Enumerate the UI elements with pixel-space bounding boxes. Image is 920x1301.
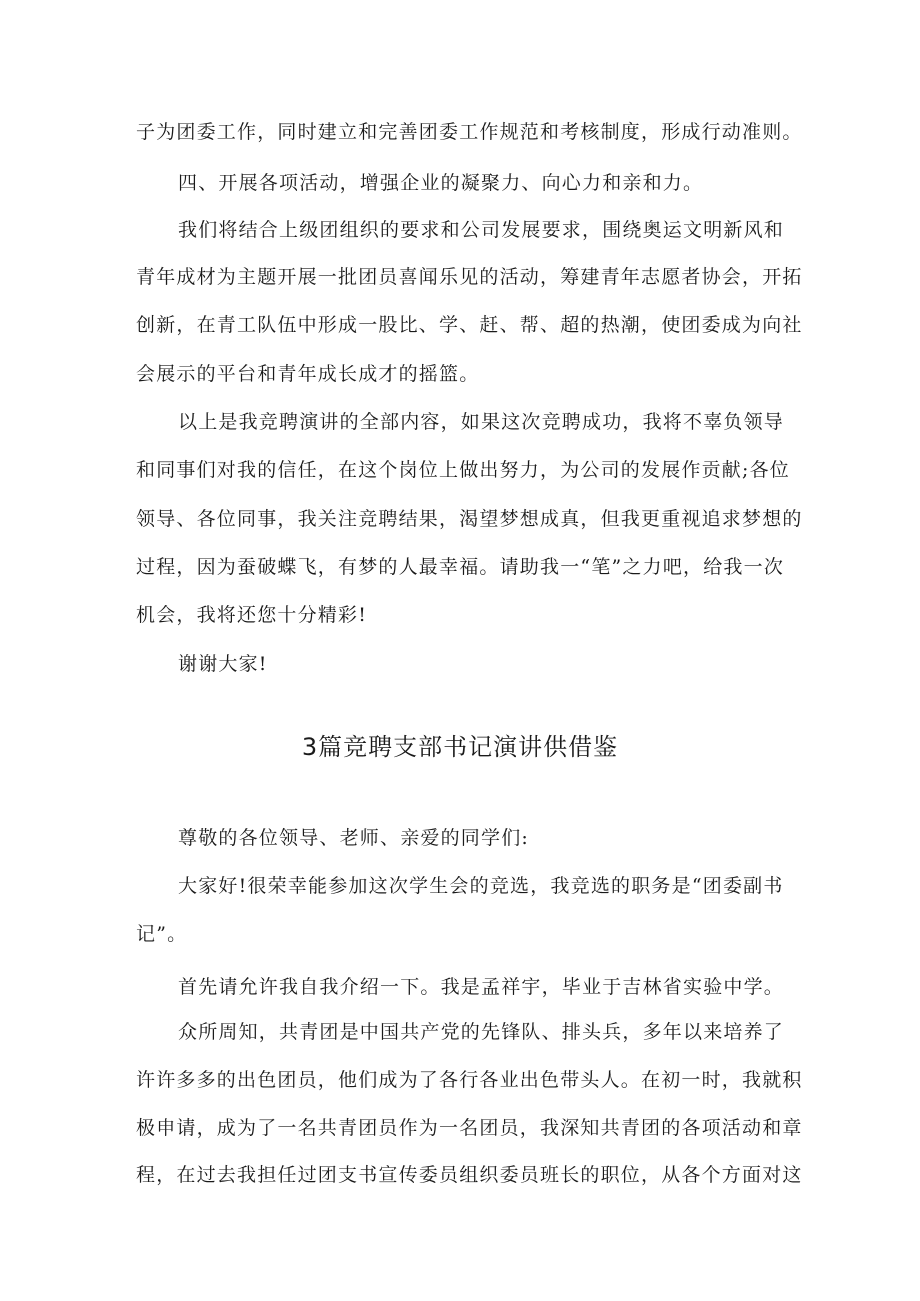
salutation-line: 尊敬的各位领导、老师、亲爱的同学们: [178,827,530,849]
paragraph-line: 和同事们对我的信任，在这个岗位上做出努力，为公司的发展作贡献;各位 [136,459,791,481]
paragraph-line: 大家好!很荣幸能参加这次学生会的竞选，我竞选的职务是“团委副书 [178,875,784,897]
paragraph-line: 领导、各位同事，我关注竞聘结果，渴望梦想成真，但我更重视追求梦想的 [136,508,803,530]
paragraph-line: 首先请允许我自我介绍一下。我是孟祥宇，毕业于吉林省实验中学。 [178,976,785,998]
paragraph-line: 过程，因为蚕破蝶飞，有梦的人最幸福。请助我一“笔”之力吧，给我一次 [136,556,785,578]
paragraph-line: 记”。 [136,923,188,945]
paragraph-line: 极申请，成为了一名共青团员作为一名团员，我深知共青团的各项活动和章 [136,1117,803,1139]
paragraph-line: 我们将结合上级团组织的要求和公司发展要求，围绕奥运文明新风和 [178,219,785,241]
paragraph-line: 创新，在青工队伍中形成一股比、学、赶、帮、超的热潮，使团委成为向社 [136,314,803,336]
paragraph-line: 四、开展各项活动，增强企业的凝聚力、向心力和亲和力。 [178,172,704,194]
paragraph-line: 众所周知，共青团是中国共产党的先锋队、排头兵，多年以来培养了 [178,1021,785,1043]
section-heading: 3篇竞聘支部书记演讲供借鉴 [301,733,619,761]
paragraph-line: 机会，我将还您十分精彩! [136,604,368,626]
paragraph-line: 程，在过去我担任过团支书宣传委员组织委员班长的职位，从各个方面对这 [136,1164,803,1186]
paragraph-line: 子为团委工作，同时建立和完善团委工作规范和考核制度，形成行动准则。 [136,121,803,143]
closing-line: 谢谢大家! [178,653,268,675]
paragraph-line: 许许多多的出色团员，他们成为了各行各业出色带头人。在初一时，我就积 [136,1069,803,1091]
paragraph-line: 以上是我竞聘演讲的全部内容，如果这次竞聘成功，我将不辜负领导 [178,411,785,433]
paragraph-line: 会展示的平台和青年成长成才的摇篮。 [136,363,480,385]
paragraph-line: 青年成材为主题开展一批团员喜闻乐见的活动，筹建青年志愿者协会，开拓 [136,266,803,288]
